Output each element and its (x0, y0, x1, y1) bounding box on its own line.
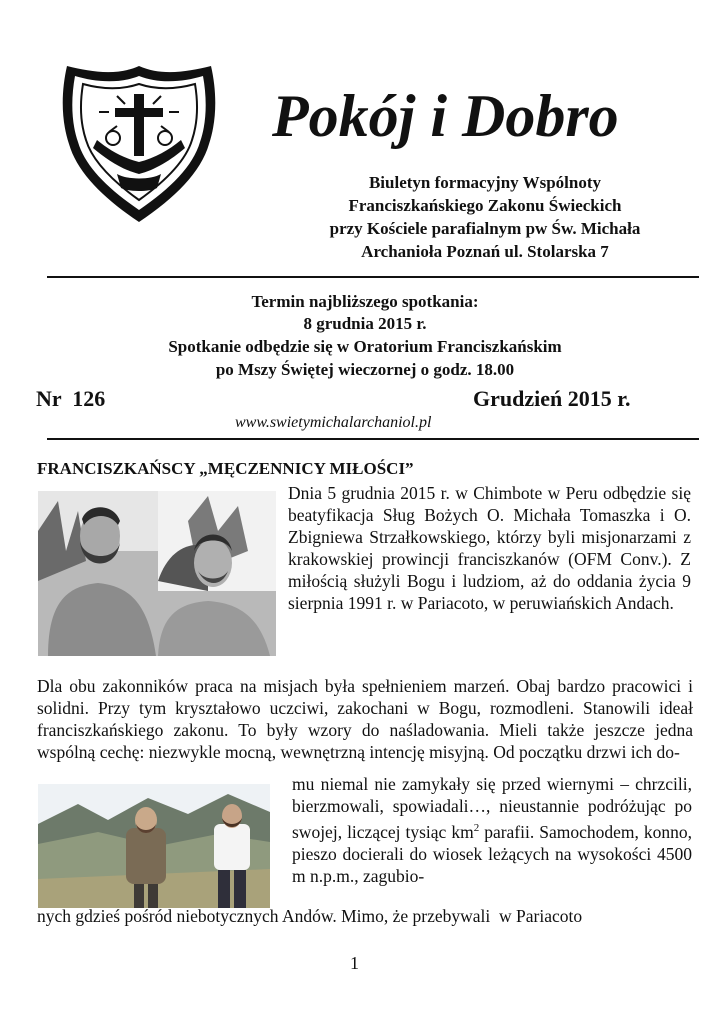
issue-number: Nr 126 (36, 386, 106, 411)
article-paragraph: Dnia 5 grudnia 2015 r. w Chimbote w Peru odbędzie się beatyfikacja Sług Bożych O. Michała Tomaszka i O. Zbigniewa Strzałkowskiego, którzy byli misjonarzami z krakowskiej prowincji franciszkanów (OFM Conv.). Z miłością służyli Bogu i ludziom, aż do oddania życia 9 sierpnia 1991 r. w Pariacoto, w peruwiańskich Andach. (288, 483, 691, 613)
article-heading: FRANCISZKAŃSCY „MĘCZENNICY MIŁOŚCI” (37, 459, 414, 478)
article-paragraph (292, 773, 692, 887)
website-link[interactable]: www.swietymichalarchaniol.pl (235, 414, 432, 431)
article-text: mu niemal nie zamykały się przed wiernymi – chrzcili, bierzmowali, spowiadali…, nieustannie podróżując po swojej, liczącej tysiąc km (292, 774, 692, 842)
subtitle-line: Biuletyn formacyjny Wspólnoty (368, 173, 602, 192)
subtitle-line: Franciszkańskiego Zakonu Świeckich (348, 196, 622, 215)
meeting-divider (47, 438, 699, 440)
article-paragraph: Dla obu zakonników praca na misjach była spełnieniem marzeń. Obaj bardzo pracowici i solidni. Przy tym kryształowo uczciwi, zakochani w Bogu, rozmodleni. Stanowili ideał franciszkańskiego zakonu. To były wzory do naśladowania. Mieli także jeszcze jedna wspólną cechę: niezwykle mocną, wewnętrzną intencję misyjną. Od początku drzwi ich do- (37, 676, 693, 762)
page-number: 1 (350, 953, 359, 973)
subtitle-line: Archanioła Poznań ul. Stolarska 7 (361, 242, 609, 261)
photo-friars-in-andes (38, 784, 270, 908)
subtitle-line: przy Kościele parafialnym pw Św. Michała (329, 219, 641, 238)
superscript-two: 2 (473, 822, 480, 834)
article-text: parafii. Samochodem, konno, pieszo docierali do wiosek leżących na wysokości 4500 m n.p.m., zagubio- (292, 821, 692, 886)
bulletin-title: Pokój i Dobro (272, 83, 619, 149)
header-divider (47, 276, 699, 278)
meeting-line: po Mszy Świętej wieczornej o godz. 18.00 (215, 360, 515, 379)
meeting-date: 8 grudnia 2015 r. (303, 314, 427, 333)
issue-date: Grudzień 2015 r. (473, 386, 631, 411)
franciscan-cross-shield-icon (57, 62, 222, 227)
photo-two-friars (38, 491, 276, 656)
meeting-line: Termin najbliższego spotkania: (251, 292, 479, 311)
meeting-line: Spotkanie odbędzie się w Oratorium Franciszkańskim (168, 337, 562, 356)
article-paragraph: nych gdzieś pośród niebotycznych Andów. Mimo, że przebywali w Pariacoto (37, 906, 583, 926)
